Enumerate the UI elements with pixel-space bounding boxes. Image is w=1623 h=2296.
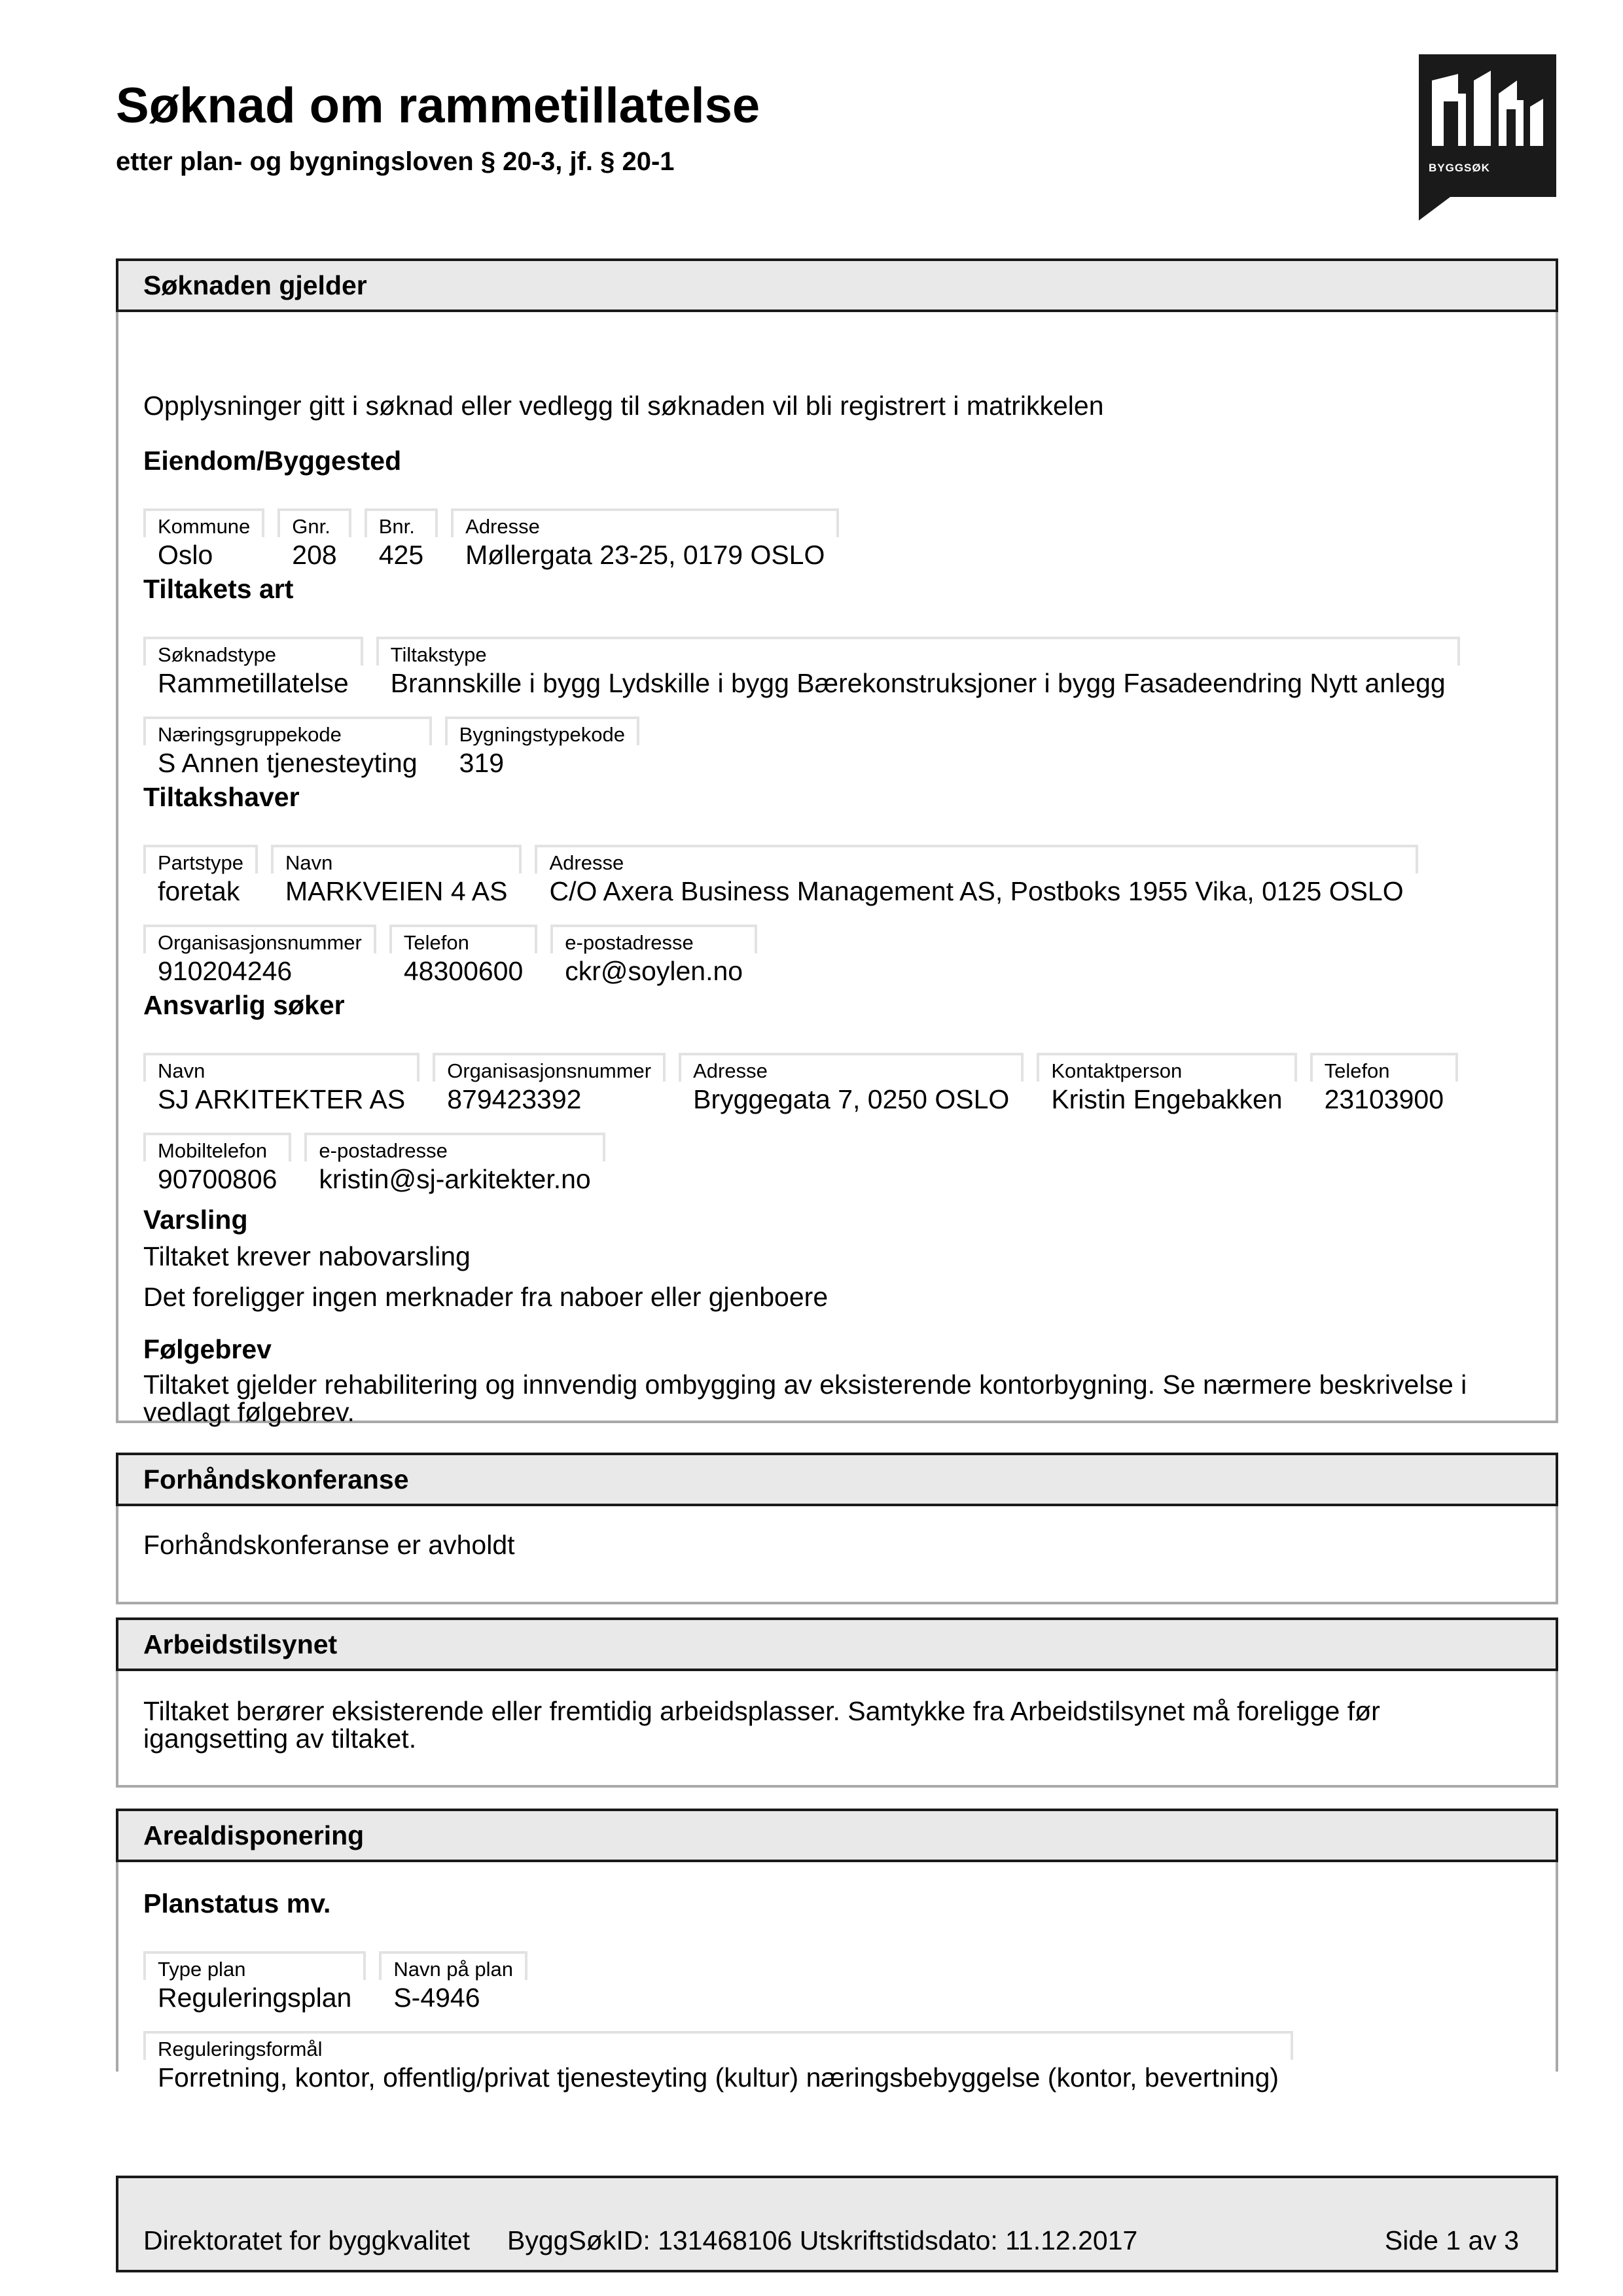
field-value: foretak: [158, 876, 240, 906]
field-value: 48300600: [403, 956, 524, 986]
field-value: C/O Axera Business Management AS, Postboks 1955 Vika, 0125 OSLO: [549, 876, 1404, 906]
section-arbeidstilsynet: [116, 1617, 1558, 1788]
field-value: S Annen tjenesteyting: [158, 748, 418, 778]
folgebrev-line: vedlagt følgebrev.: [143, 1397, 355, 1427]
field-value: Kristin Engebakken: [1051, 1084, 1283, 1114]
eiendom-heading: Eiendom/Byggested: [143, 446, 402, 476]
field-label: Tiltakstype: [376, 637, 1460, 665]
field-label: e-postadresse: [550, 925, 757, 953]
field-label: Næringsgruppekode: [143, 716, 432, 745]
field-value: Reguleringsplan: [158, 1983, 352, 2013]
naeringsgruppekode-field: [143, 716, 432, 779]
tiltakshaver-fields-1: [143, 845, 1431, 908]
byggsok-logo: [1419, 54, 1556, 197]
footer-org: Direktoratet for byggkvalitet: [143, 2225, 471, 2255]
footer-page-number: Side 1 av 3: [1384, 2225, 1519, 2255]
tiltakshaver-heading: Tiltakshaver: [143, 782, 300, 812]
field-label: Bygningstypekode: [445, 716, 639, 745]
tiltakets-art-fields-1: [143, 637, 1473, 699]
page-subtitle: etter plan- og bygningsloven § 20-3, jf. § 20-1: [116, 147, 675, 176]
field-label: Kommune: [143, 508, 264, 537]
field-label: Navn: [271, 845, 522, 874]
adresse-field: [535, 845, 1418, 908]
navn-field: [143, 1053, 419, 1116]
field-value: 910204246: [158, 956, 293, 986]
field-label: Telefon: [389, 925, 537, 953]
partstype-field: [143, 845, 258, 908]
tiltakets-art-fields-2: [143, 716, 652, 779]
arbeidstilsynet-line: igangsetting av tiltaket.: [143, 1723, 417, 1754]
section-heading: Forhåndskonferanse: [116, 1453, 1558, 1506]
epost-field: [550, 925, 757, 987]
matrikkel-intro: Opplysninger gitt i søknad eller vedlegg til søknaden vil bli registrert i matrikkelen: [143, 391, 1104, 421]
field-value: S-4946: [393, 1983, 480, 2013]
field-label: Bnr.: [365, 508, 438, 537]
field-value: Oslo: [158, 540, 213, 570]
field-label: Søknadstype: [143, 637, 363, 665]
type-plan-field: [143, 1951, 366, 2014]
section-soknaden-gjelder: [116, 258, 1558, 1427]
field-label: Organisasjonsnummer: [143, 925, 376, 953]
logo-text: BYGGSØK: [1429, 162, 1490, 174]
arbeidstilsynet-line: Tiltaket berører eksisterende eller fremtidig arbeidsplasser. Samtykke fra Arbeidstilsynet må foreligge før: [143, 1696, 1380, 1726]
field-value: 319: [459, 748, 505, 778]
field-label: Adresse: [451, 508, 839, 537]
page-footer: [116, 2176, 1558, 2272]
field-label: Type plan: [143, 1951, 366, 1980]
section-heading: Arbeidstilsynet: [116, 1617, 1558, 1671]
section-arealdisponering: [116, 1809, 1558, 2093]
page-title: Søknad om rammetillatelse: [116, 78, 760, 133]
section-heading: Arealdisponering: [116, 1809, 1558, 1862]
field-label: Navn: [143, 1053, 419, 1082]
field-label: e-postadresse: [304, 1133, 605, 1161]
adresse-field: [451, 508, 839, 571]
field-label: Kontaktperson: [1037, 1053, 1296, 1082]
varsling-line: Det foreligger ingen merknader fra naboer eller gjenboere: [143, 1282, 829, 1312]
field-label: Telefon: [1310, 1053, 1458, 1082]
epost-field: [304, 1133, 605, 1195]
varsling-heading: Varsling: [143, 1205, 248, 1235]
field-value: ckr@soylen.no: [565, 956, 743, 986]
folgebrev-heading: Følgebrev: [143, 1334, 272, 1364]
field-value: Møllergata 23-25, 0179 OSLO: [465, 540, 825, 570]
field-value: 879423392: [447, 1084, 582, 1114]
telefon-field: [1310, 1053, 1458, 1116]
field-value: SJ ARKITEKTER AS: [158, 1084, 406, 1114]
soknadstype-field: [143, 637, 363, 699]
folgebrev-line: Tiltaket gjelder rehabilitering og innvendig ombygging av eksisterende kontorbygning. Se nærmere beskrivelse i: [143, 1369, 1467, 1400]
ansvarlig-fields-2: [143, 1133, 618, 1195]
field-label: Partstype: [143, 845, 258, 874]
field-label: Organisasjonsnummer: [433, 1053, 666, 1082]
section-heading: Søknaden gjelder: [116, 258, 1558, 312]
tiltakshaver-fields-2: [143, 925, 770, 987]
tiltakets-art-heading: Tiltakets art: [143, 574, 294, 604]
varsling-line: Tiltaket krever nabovarsling: [143, 1241, 471, 1271]
planstatus-heading: Planstatus mv.: [143, 1888, 331, 1918]
field-label: Reguleringsformål: [143, 2031, 1293, 2060]
orgnr-field: [143, 925, 376, 987]
tiltakstype-field: [376, 637, 1460, 699]
field-value: 208: [292, 540, 337, 570]
field-value: Rammetillatelse: [158, 668, 349, 698]
field-value: MARKVEIEN 4 AS: [285, 876, 508, 906]
field-label: Navn på plan: [379, 1951, 527, 1980]
forhandskonferanse-text: Forhåndskonferanse er avholdt: [143, 1530, 515, 1560]
field-value: Bryggegata 7, 0250 OSLO: [693, 1084, 1010, 1114]
navn-field: [271, 845, 522, 908]
plan-fields: [143, 1951, 541, 2014]
field-label: Adresse: [679, 1053, 1024, 1082]
orgnr-field: [433, 1053, 666, 1116]
field-value: 425: [378, 540, 424, 570]
bygningstypekode-field: [445, 716, 639, 779]
field-label: Gnr.: [277, 508, 351, 537]
field-value: 90700806: [158, 1164, 277, 1194]
ansvarlig-fields-1: [143, 1053, 1471, 1116]
logo-tail: [1419, 197, 1450, 221]
section-forhandskonferanse: [116, 1453, 1558, 1604]
bnr-field: [365, 508, 438, 571]
reguleringsformal-fields: [143, 2031, 1306, 2094]
eiendom-fields: [143, 508, 852, 571]
field-label: Mobiltelefon: [143, 1133, 291, 1161]
footer-id: ByggSøkID: 131468106 Utskriftstidsdato: 11.12.2017: [507, 2225, 1138, 2255]
telefon-field: [389, 925, 537, 987]
field-value: Brannskille i bygg Lydskille i bygg Bærekonstruksjoner i bygg Fasadeendring Nytt anlegg: [390, 668, 1446, 698]
kommune-field: [143, 508, 264, 571]
kontaktperson-field: [1037, 1053, 1296, 1116]
field-value: kristin@sj-arkitekter.no: [319, 1164, 591, 1194]
gnr-field: [277, 508, 351, 571]
field-value: Forretning, kontor, offentlig/privat tjenesteyting (kultur) næringsbebyggelse (kontor, bevertning): [158, 2062, 1279, 2093]
navn-plan-field: [379, 1951, 527, 2014]
adresse-field: [679, 1053, 1024, 1116]
field-value: 23103900: [1324, 1084, 1444, 1114]
building-logo-icon: [1419, 54, 1556, 159]
ansvarlig-soker-heading: Ansvarlig søker: [143, 990, 345, 1020]
mobiltelefon-field: [143, 1133, 291, 1195]
field-label: Adresse: [535, 845, 1418, 874]
reguleringsformal-field: [143, 2031, 1293, 2094]
